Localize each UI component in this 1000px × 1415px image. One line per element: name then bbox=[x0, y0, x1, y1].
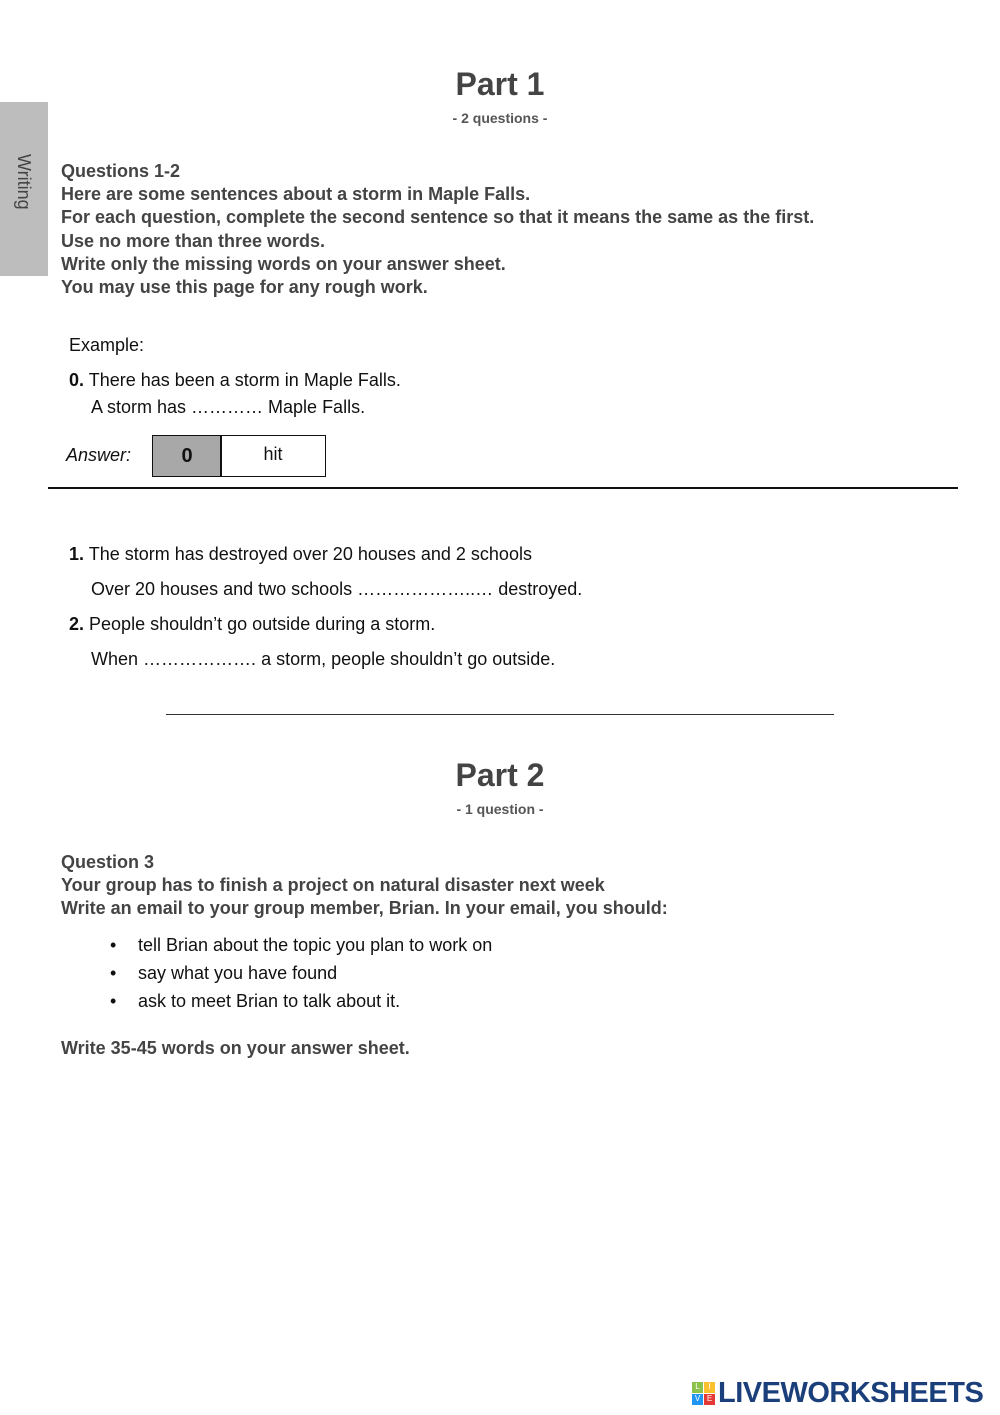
question-2 bbox=[69, 614, 435, 635]
question-number: 1. bbox=[69, 544, 85, 564]
part2-instructions bbox=[61, 851, 668, 921]
example-number: 0. bbox=[69, 370, 85, 390]
bullet-item: • say what you have found bbox=[110, 963, 338, 983]
word-count-instruction: Write 35-45 words on your answer sheet. bbox=[61, 1038, 410, 1058]
part1-subtitle: - 2 questions - bbox=[452, 110, 548, 126]
question-text: People shouldn’t go outside during a storm. bbox=[89, 614, 436, 634]
instruction-line: Here are some sentences about a storm in Maple Falls. bbox=[61, 184, 531, 205]
bullet-item: • ask to meet Brian to talk about it. bbox=[110, 991, 401, 1011]
instruction-line: You may use this page for any rough work. bbox=[61, 277, 428, 298]
logo-letter: E bbox=[704, 1394, 715, 1405]
instruction-line: Write only the missing words on your answer sheet. bbox=[61, 253, 506, 274]
bullet-text: ask to meet Brian to talk about it. bbox=[138, 991, 401, 1011]
instruction-line: Question 3 bbox=[61, 852, 155, 872]
part1-instructions bbox=[61, 160, 814, 299]
answer-number-box: 0 bbox=[152, 435, 222, 477]
example-label: Example: bbox=[69, 335, 145, 355]
instruction-line: Questions 1-2 bbox=[61, 161, 181, 181]
logo-letter: L bbox=[692, 1382, 703, 1393]
example-text: There has been a storm in Maple Falls. bbox=[88, 370, 401, 390]
answer-label: Answer: bbox=[66, 445, 132, 465]
question-1 bbox=[69, 544, 532, 565]
answer-box: hit bbox=[220, 435, 326, 477]
answer-blank-2[interactable]: ………………. bbox=[143, 649, 257, 669]
rewrite-after: destroyed. bbox=[498, 579, 583, 599]
instruction-line: Use no more than three words. bbox=[61, 230, 326, 251]
bullet-text: tell Brian about the topic you plan to work on bbox=[138, 935, 493, 955]
part2-subtitle: - 1 question - bbox=[456, 801, 544, 817]
divider bbox=[166, 714, 834, 715]
rewrite-before: Over 20 houses and two schools bbox=[91, 579, 353, 599]
question-1-rewrite bbox=[91, 579, 582, 600]
logo-letter: I bbox=[704, 1382, 715, 1393]
logo-icon bbox=[692, 1382, 715, 1405]
instruction-line: Your group has to finish a project on natural disaster next week bbox=[61, 875, 605, 896]
question-2-rewrite bbox=[91, 649, 555, 670]
logo-letter: V bbox=[692, 1394, 703, 1405]
writing-side-tab bbox=[0, 102, 48, 276]
example-rewrite: A storm has ………… Maple Falls. bbox=[91, 397, 366, 417]
part1-title: Part 1 bbox=[455, 66, 545, 102]
bullet-item: • tell Brian about the topic you plan to work on bbox=[110, 935, 493, 955]
bullet-text: say what you have found bbox=[138, 963, 338, 983]
liveworksheets-logo bbox=[692, 1377, 983, 1410]
divider bbox=[48, 487, 958, 489]
instruction-line: Write an email to your group member, Brian. In your email, you should: bbox=[61, 898, 668, 919]
instruction-line: For each question, complete the second sentence so that it means the same as the first. bbox=[61, 207, 815, 228]
question-text: The storm has destroyed over 20 houses and 2 schools bbox=[88, 544, 532, 564]
example-sentence bbox=[69, 370, 401, 391]
rewrite-after: a storm, people shouldn’t go outside. bbox=[261, 649, 556, 669]
side-tab-label: Writing bbox=[14, 154, 34, 210]
part2-title: Part 2 bbox=[455, 757, 545, 793]
rewrite-before: When bbox=[91, 649, 139, 669]
answer-blank-1[interactable]: ………………..… bbox=[357, 579, 494, 599]
brand-name: LIVEWORKSHEETS bbox=[718, 1377, 984, 1409]
question-number: 2. bbox=[69, 614, 85, 634]
